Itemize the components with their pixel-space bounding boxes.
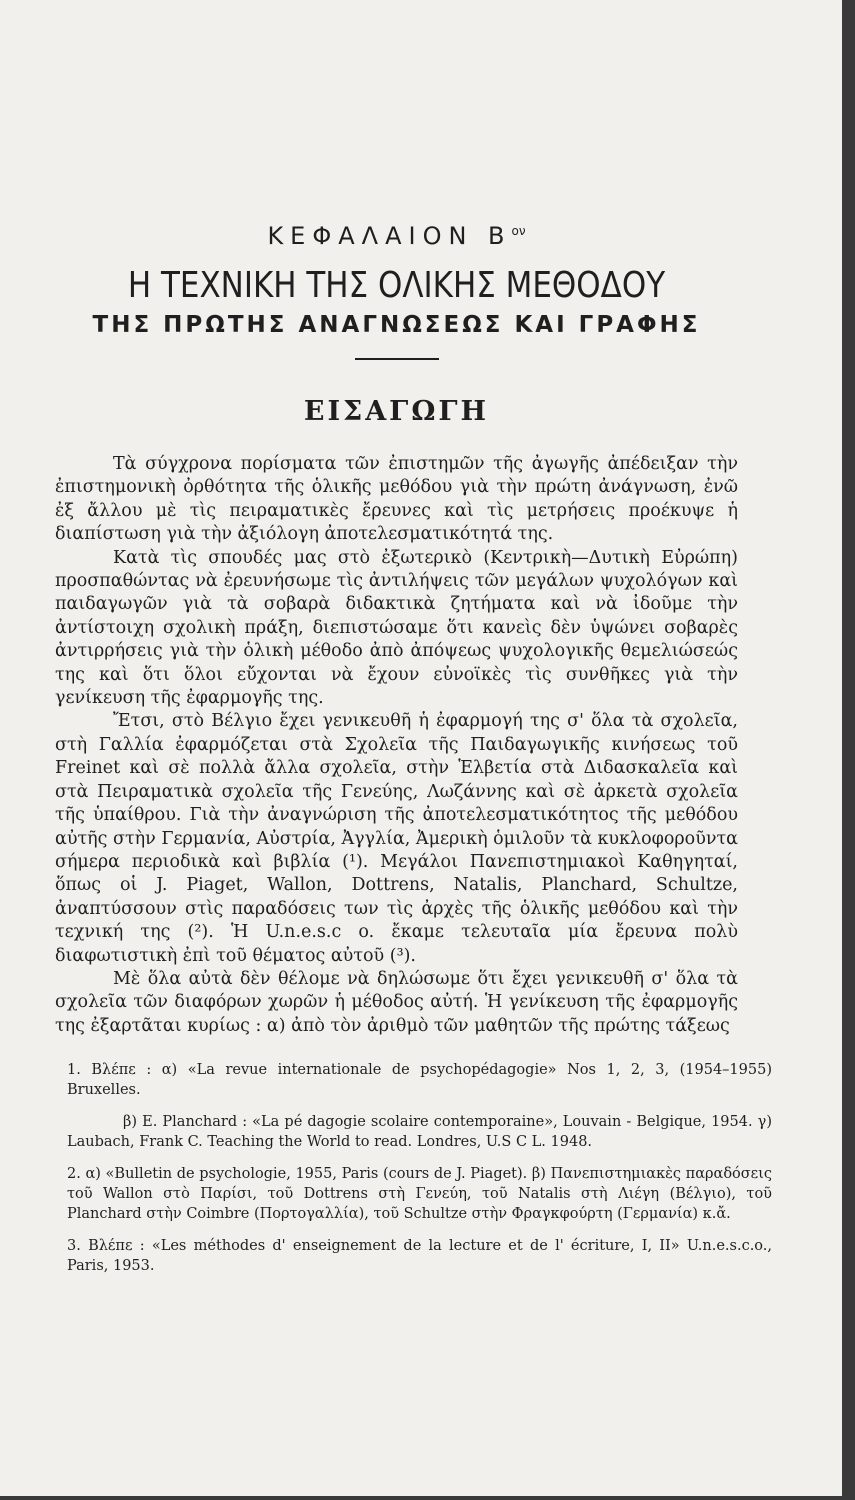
section-title: ΕΙΣΑΓΩΓΗ (303, 396, 490, 427)
chapter-label-text: ΚΕΦΑΛΑΙΟΝ Β (267, 222, 512, 250)
main-title: Η ΤΕΧΝΙΚΗ ΤΗΣ ΟΛΙΚΗΣ ΜΕΘΟΔΟΥ (127, 265, 666, 306)
page-content (55, 222, 772, 1288)
paragraph: Τὰ σύγχρονα πορίσματα τῶν ἐπιστημῶν τῆς ἀγωγῆς ἀπέδειξαν τὴν ἐπιστημονικὴ ὀρθότητα τῆς ὁλικῆς μεθόδου γιὰ τὴν πρώτη ἀνάγνωση, ἐνῶ ἐξ ἄλλου μὲ τὶς πειραματικὲς ἔρευνες καὶ τὶς μετρήσεις προέκυψε ἡ διαπίστωση γιὰ τὴν ἀξιόλογη ἀποτελεσματικότητά της. (55, 454, 738, 545)
chapter-label-sup: ον (511, 224, 526, 238)
footnote: β) E. Planchard : «La pé dagogie scolaire contemporaine», Louvain - Belgique, 1954. γ) Laubach, Frank C. Teaching the World to read. Londres, U.S C L. 1948. (67, 1114, 772, 1151)
paragraph: Ἔτσι, στὸ Βέλγιο ἔχει γενικευθῆ ἡ ἐφαρμογή της σ' ὅλα τὰ σχολεῖα, στὴ Γαλλία ἐφαρμόζεται στὰ Σχολεῖα τῆς Παιδαγωγικῆς κινήσεως τοῦ Freinet καὶ σὲ πολλὰ ἄλλα σχολεῖα, στὴν Ἑλβετία στὰ Διδασκαλεῖα καὶ στὰ Πειραματικὰ σχολεῖα τῆς Γενεύης, Λωζάννης καὶ σὲ ἀρκετὰ σχολεῖα τῆς ὑπαίθρου. Γιὰ τὴν ἀναγνώριση τῆς ἀποτελεσματικότητος τῆς μεθόδου αὐτῆς στὴν Γερμανία, Αὐστρία, Ἀγγλία, Ἀμερικὴ ὁμιλοῦν τὰ κυκλοφοροῦντα σήμερα περιοδικὰ καὶ βιβλία (¹). Μεγάλοι Πανεπιστημιακοὶ Καθηγηταί, ὅπως οἱ J. Piaget, Wallon, Dottrens, Natalis, Planchard, Schultze, ἀναπτύσσουν στὶς παραδόσεις των τὶς ἀρχὲς τῆς ὁλικῆς μεθόδου καὶ τὴν τεχνική της (²). Ἡ U.n.e.s.c o. ἔκαμε τελευταῖα μία ἔρευνα πολὺ διαφωτιστικὴ ἐπὶ τοῦ θέματος αὐτοῦ (³). (55, 711, 738, 966)
paragraph: Μὲ ὅλα αὐτὰ δὲν θέλομε νὰ δηλώσωμε ὅτι ἔχει γενικευθῆ σ' ὅλα τὰ σχολεῖα τῶν διαφόρων χωρῶν ἡ μέθοδος αὐτή. Ἡ γενίκευση τῆς ἐφαρμογῆς της ἐξαρτᾶται κυρίως : α) ἀπὸ τὸν ἀριθμὸ τῶν μαθητῶν τῆς πρώτης τάξεως (55, 968, 738, 1036)
chapter-label (55, 222, 738, 250)
body-text (55, 453, 738, 1038)
sub-title: ΤΗΣ ΠΡΩΤΗΣ ΑΝΑΓΝΩΣΕΩΣ ΚΑΙ ΓΡΑΦΗΣ (92, 312, 701, 338)
footnote: 1. Βλέπε : α) «La revue internationale de psychopédagogie» Nos 1, 2, 3, (1954–1955) Bruxelles. (67, 1062, 772, 1099)
paragraph: Κατὰ τὶς σπουδές μας στὸ ἐξωτερικὸ (Κεντρικὴ—Δυτικὴ Εὐρώπη) προσπαθώντας νὰ ἐρευνήσωμε τὶς ἀντιλήψεις τῶν μεγάλων ψυχολόγων καὶ παιδαγωγῶν γιὰ τὰ σοβαρὰ διδακτικὰ ζητήματα καὶ νὰ ἰδοῦμε τὴν ἀντίστοιχη σχολικὴ πράξη, διεπιστώσαμε ὅτι κανεὶς δὲν ὑψώνει σοβαρὲς ἀντιρρήσεις γιὰ τὴν ὁλικὴ μέθοδο ἀπὸ ἀπόψεως ψυχολογικῆς θεμελιώσεώς της καὶ ὅτι ὅλοι εὔχονται νὰ ἔχουν εὐνοϊκὲς τὶς συνθῆκες γιὰ τὴν γενίκευση τῆς ἐφαρμογῆς της. (55, 547, 738, 709)
footnote: 2. α) «Bulletin de psychologie, 1955, Paris (cours de J. Piaget). β) Πανεπιστημιακὲς παραδόσεις τοῦ Wallon στὸ Παρίσι, τοῦ Dottrens στὴ Γενεύη, τοῦ Natalis στὴ Λιέγη (Βέλγιο), τοῦ Planchard στὴν Coimbre (Πορτογαλλία), τοῦ Schultze στὴν Φραγκφούρτη (Γερμανία) κ.ἄ. (67, 1166, 772, 1223)
footnotes (67, 1060, 772, 1276)
title-divider (355, 358, 439, 360)
footnote: 3. Βλέπε : «Les méthodes d' enseignement de la lecture et de l' écriture, I, II» U.n.e.s.c.o., Paris, 1953. (67, 1238, 772, 1275)
